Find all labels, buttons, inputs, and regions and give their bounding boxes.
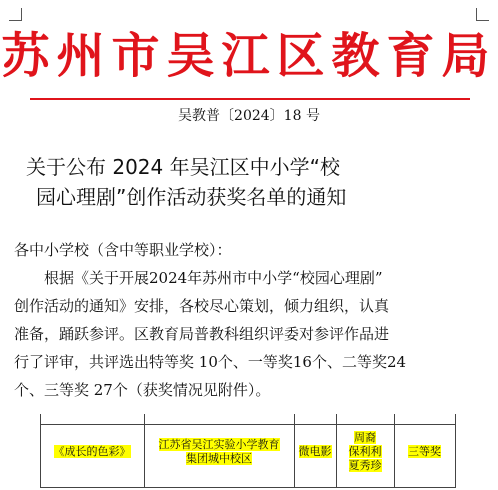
title-line-1: 关于公布 2024 年吴江区中小学“校 [26,155,340,179]
salutation: 各中小学校（含中等职业学校）： [14,241,232,259]
notice-title [26,152,476,212]
school-line-2: 集团城中校区 [186,452,252,465]
document-number: 吴教普〔2024〕18 号 [178,108,320,124]
cell-instructors [336,431,394,473]
title-line-2: 园心理剧”创作活动获奖名单的通知 [36,185,347,209]
instructor-name: 夏秀珍 [348,459,382,472]
red-divider [30,98,470,100]
instructor-name: 周裔 [354,431,376,444]
body-line: 准备，踊跃参评。区教育局普教科组织评委对参评作品进 [14,325,390,343]
cell-award: 三等奖 [408,445,441,458]
award-table-fragment [40,414,456,488]
body-paragraph [14,264,484,404]
body-line: 个、三等奖 27个（获奖情况见附件）。 [14,381,271,399]
body-line: 根据《关于开展2024年苏州市中小学“校园心理剧” [44,269,383,287]
masthead: 苏州市吴江区教育局 [1,28,497,84]
cell-work-title: 《成长的色彩》 [53,445,131,458]
table-col-border [455,414,456,488]
cell-school [144,438,294,466]
body-line: 创作活动的通知》安排，各校尽心策划，倾力组织，认真 [14,297,390,315]
body-line: 行了评审，共评选出特等奖 10个、一等奖16个、二等奖24 [14,353,407,371]
cell-category: 微电影 [298,445,332,458]
school-line-1: 江苏省吴江实验小学教育 [158,438,280,451]
instructor-name: 保利利 [348,445,382,458]
